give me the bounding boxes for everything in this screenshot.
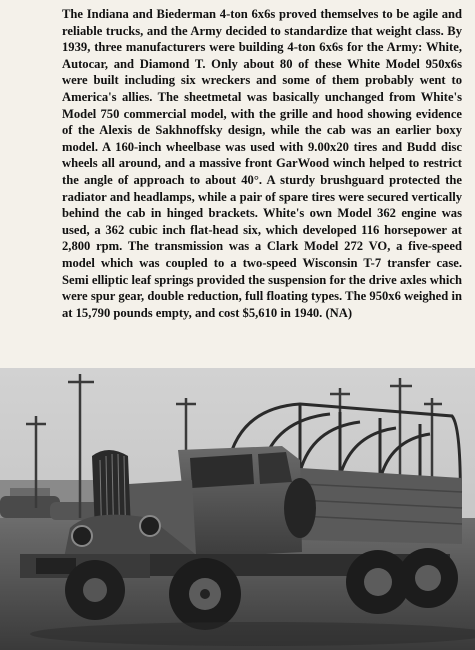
caption-paragraph: The Indiana and Biederman 4-ton 6x6s proved themselves to be agile and reliable trucks, and the Army decided to standardize that weight class. By 1939, three manufacturers were building 4-ton 6x6s for the Army: White, Autocar, and Diamond T. Only about 80 of these White Model 950x6s were built including six wreckers and some of them probably went to America's allies. The sheetmetal was basically unchanged from White's Model 750 commercial model, with the grille and hood showing evidence of the Alexis de Sakhnoffsky design, while the cab was an earlier boxy model. A 160-inch wheelbase was used with 9.00x20 tires and Budd disc wheels all around, and a massive front GarWood winch helped to restrict the angle of approach to about 40°. A sturdy brushguard protected the radiator and headlamps, while a pair of spare tires were secured vertically behind the cab in hinged brackets. White's own Model 362 engine was used, a 362 cubic inch flat-head six, which developed 116 horsepower at 2,800 rpm. The transmission was a Clark Model 272 VO, a five-speed model which was coupled to a two-speed Wisconsin T-7 transfer case. Semi elliptic leaf springs provided the suspension for the drive axles which were spur gear, double reduction, full floating types. The 950x6 weighed in at 15,790 pounds empty, and cost $5,610 in 1940. (NA): [62, 7, 462, 320]
truck-photo: [0, 368, 475, 650]
